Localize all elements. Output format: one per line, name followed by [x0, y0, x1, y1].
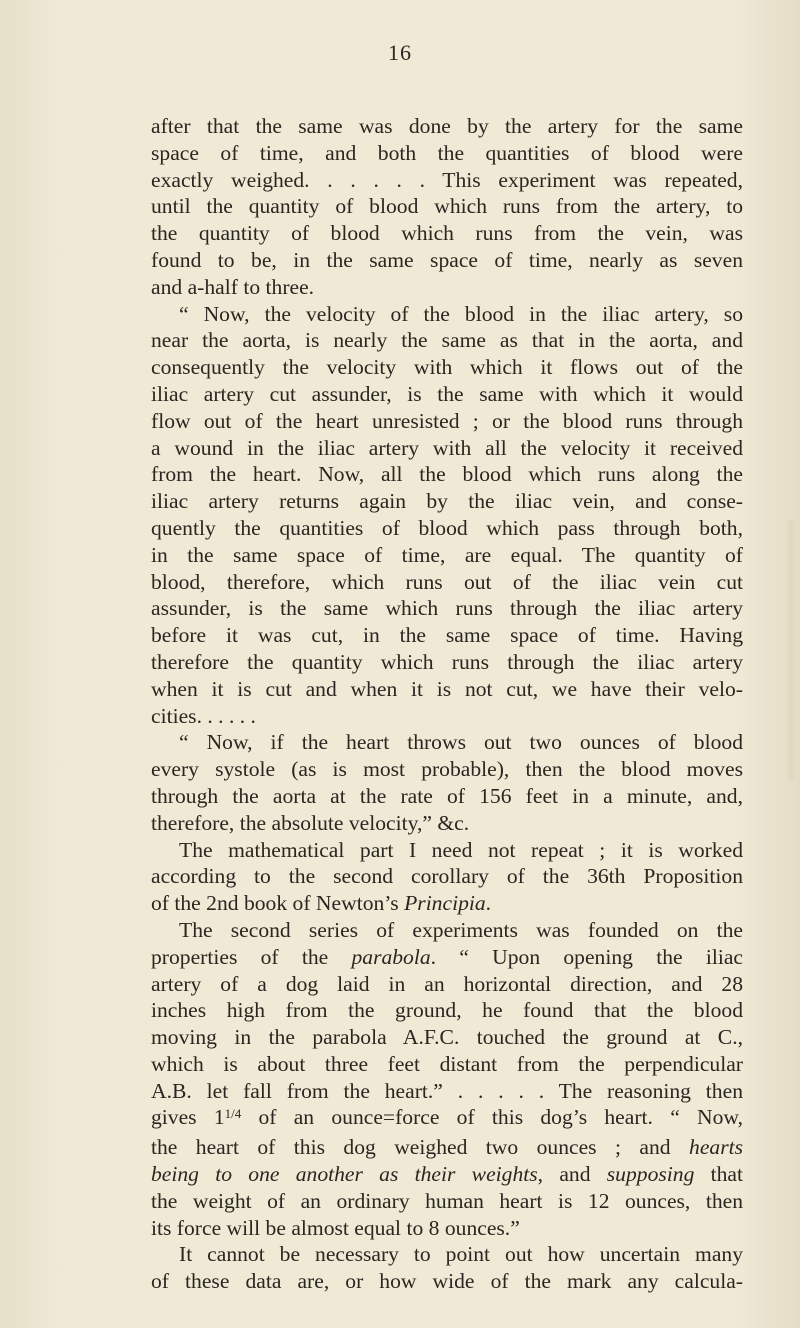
line-text: “ Now, if the heart throws out two ounces of blood [179, 730, 743, 755]
line-text: “ Now, the velocity of the blood in the iliac artery, so [179, 301, 743, 326]
text-line [151, 274, 743, 301]
text-line [151, 1024, 743, 1051]
text-line [151, 1241, 743, 1268]
line-text: from the heart. Now, all the blood which runs along the [151, 462, 743, 487]
line-text: moving in the parabola A.F.C. touched the ground at C., [151, 1025, 743, 1050]
body-text [151, 113, 743, 1295]
paper-stain [788, 520, 794, 780]
line-text: its force will be almost equal to 8 ounces.” [151, 1215, 520, 1240]
text-line [151, 167, 743, 194]
line-text: through the aorta at the rate of 156 feet in a minute, and, [151, 783, 743, 808]
text-line [151, 381, 743, 408]
line-text: cities. . . . . . [151, 703, 256, 728]
text-line [151, 408, 743, 435]
line-text: according to the second corollary of the 36th Proposition [151, 864, 743, 889]
text-line [151, 1134, 743, 1161]
line-text: , and [537, 1162, 607, 1187]
text-line [151, 327, 743, 354]
text-line [151, 756, 743, 783]
text-line [151, 622, 743, 649]
text-line [151, 890, 743, 917]
line-text: near the aorta, is nearly the same as that in the aorta, and [151, 328, 743, 353]
line-text: space of time, and both the quantities of blood were [151, 140, 743, 165]
line-text: when it is cut and when it is not cut, we have their velo- [151, 676, 743, 701]
line-text: The mathematical part I need not repeat ; it is worked [179, 837, 743, 862]
line-text: iliac artery returns again by the iliac vein, and conse- [151, 489, 743, 514]
text-line [151, 703, 743, 730]
text-line [151, 193, 743, 220]
text-line [151, 113, 743, 140]
text-line [151, 595, 743, 622]
line-text: of the 2nd book of Newton’s [151, 891, 405, 916]
line-text: A.B. let fall from the heart.” . . . . . The reasoning then [151, 1078, 743, 1103]
line-text: quently the quantities of blood which pass through both, [151, 515, 743, 540]
line-text: of these data are, or how wide of the mark any calcula- [151, 1269, 743, 1294]
text-line [151, 676, 743, 703]
text-line [151, 140, 743, 167]
line-text: found to be, in the same space of time, nearly as seven [151, 247, 743, 272]
line-text: every systole (as is most probable), then the blood moves [151, 757, 743, 782]
text-line [151, 515, 743, 542]
line-text: properties of the [151, 944, 352, 969]
line-text: and a-half to three. [151, 274, 315, 299]
line-text: inches high from the ground, he found that the blood [151, 998, 743, 1023]
line-text: The second series of experiments was founded on the [179, 917, 743, 942]
text-line [151, 1188, 743, 1215]
italic-phrase: hearts [689, 1135, 743, 1160]
italic-phrase: parabola [351, 944, 431, 969]
line-text: artery of a dog laid in an horizontal direction, and 28 [151, 971, 743, 996]
text-line [151, 488, 743, 515]
line-text: the weight of an ordinary human heart is 12 ounces, then [151, 1188, 743, 1213]
line-text: flow out of the heart unresisted ; or the blood runs through [151, 408, 743, 433]
fraction: 1/4 [224, 1106, 242, 1122]
text-line [151, 997, 743, 1024]
italic-phrase: supposing [606, 1162, 695, 1187]
line-text: that [694, 1162, 744, 1187]
text-line [151, 944, 743, 971]
text-line [151, 837, 743, 864]
text-line [151, 810, 743, 837]
line-text: exactly weighed. . . . . . This experiment was repeated, [151, 167, 743, 192]
text-line [151, 247, 743, 274]
line-text: before it was cut, in the same space of time. Having [151, 623, 743, 648]
line-text: in the same space of time, are equal. The quantity of [151, 542, 743, 567]
text-line [151, 301, 743, 328]
page-number: 16 [388, 40, 412, 65]
italic-phrase: Principia [404, 891, 486, 916]
text-line [151, 1078, 743, 1105]
text-line [151, 649, 743, 676]
text-line [151, 783, 743, 810]
line-text: consequently the velocity with which it flows out of the [151, 355, 743, 380]
line-text: gives 1 [151, 1105, 225, 1130]
text-line [151, 435, 743, 462]
line-text: therefore the quantity which runs through the iliac artery [151, 649, 743, 674]
line-text: until the quantity of blood which runs from the artery, to [151, 194, 743, 219]
line-text: a wound in the iliac artery with all the velocity it received [151, 435, 743, 460]
italic-phrase: being to one another as their weights [151, 1162, 538, 1187]
text-line [151, 1161, 743, 1188]
line-text: therefore, the absolute velocity,” &c. [151, 810, 470, 835]
line-text: It cannot be necessary to point out how uncertain many [179, 1242, 743, 1267]
text-line [151, 971, 743, 998]
text-line [151, 729, 743, 756]
line-text: the heart of this dog weighed two ounces ; and [151, 1135, 690, 1160]
text-line [151, 461, 743, 488]
text-line [151, 917, 743, 944]
line-text: . “ Upon opening the iliac [430, 944, 743, 969]
line-text: after that the same was done by the artery for the same [151, 114, 743, 138]
line-text: iliac artery cut assunder, is the same with which it would [151, 381, 743, 406]
text-line [151, 220, 743, 247]
line-text: which is about three feet distant from the perpendicular [151, 1051, 743, 1076]
text-line [151, 569, 743, 596]
line-text: . [485, 891, 492, 916]
line-text: blood, therefore, which runs out of the iliac vein cut [151, 569, 743, 594]
text-line [151, 1215, 743, 1242]
line-text: the quantity of blood which runs from the vein, was [151, 221, 743, 246]
text-line [151, 1268, 743, 1295]
text-line [151, 863, 743, 890]
text-line [151, 1104, 743, 1134]
text-line [151, 542, 743, 569]
text-line [151, 1051, 743, 1078]
line-text: of an ounce=force of this dog’s heart. “ Now, [241, 1105, 743, 1130]
text-line [151, 354, 743, 381]
line-text: assunder, is the same which runs through the iliac artery [151, 596, 743, 621]
